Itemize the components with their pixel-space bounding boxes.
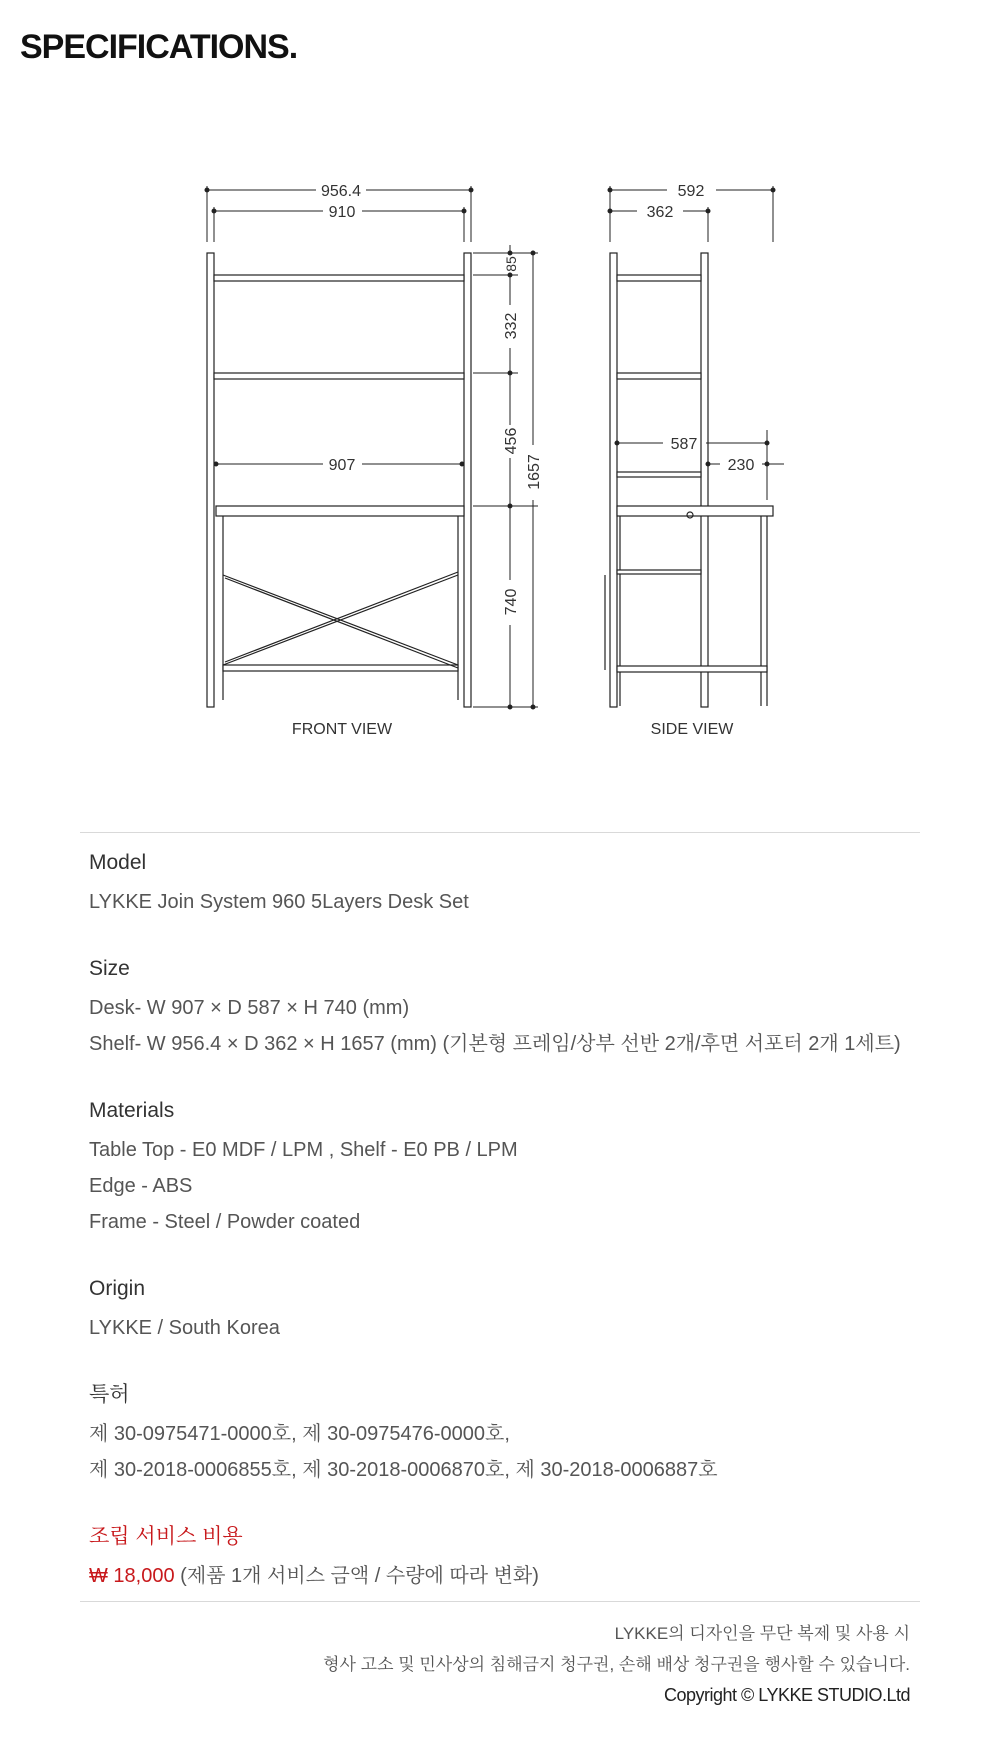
materials-edge: Edge - ABS xyxy=(89,1175,193,1197)
footer-notice-1: LYKKE의 디자인을 무단 복제 및 사용 시 xyxy=(614,1624,910,1643)
assembly-cost xyxy=(89,1558,909,1594)
dim-total-height: 1657 xyxy=(526,454,543,490)
patent-label: 특허 xyxy=(89,1383,130,1406)
size-label: Size xyxy=(89,957,130,980)
origin-section xyxy=(89,1274,909,1346)
copyright: Copyright © LYKKE STUDIO.Ltd xyxy=(663,1685,910,1705)
assembly-price: ₩ 18,000 xyxy=(89,1565,175,1587)
size-shelf: Shelf- W 956.4 × D 362 × H 1657 (mm) (기본형 프레임/상부 선반 2개/후면 서포터 2개 1세트) xyxy=(89,1033,901,1055)
divider-top xyxy=(80,832,920,833)
materials-label: Materials xyxy=(89,1099,175,1122)
patent-line-2: 제 30-2018-0006855호, 제 30-2018-0006870호, 제 30-2018-0006887호 xyxy=(89,1459,718,1481)
assembly-label: 조립 서비스 비용 xyxy=(89,1525,243,1548)
side-view-label: SIDE VIEW xyxy=(650,721,734,738)
page-title: SPECIFICATIONS. xyxy=(20,28,298,66)
size-section xyxy=(89,954,909,1062)
size-desk: Desk- W 907 × D 587 × H 740 (mm) xyxy=(89,997,410,1019)
footer xyxy=(323,1618,910,1711)
dim-offset: 230 xyxy=(727,457,755,474)
dim-top-gap: 85 xyxy=(503,256,519,272)
materials-frame: Frame - Steel / Powder coated xyxy=(89,1211,361,1233)
patent-section xyxy=(89,1380,909,1488)
footer-notice-2: 형사 고소 및 민사상의 침해금지 청구권, 손해 배상 청구권을 행사할 수 있습니다. xyxy=(323,1655,910,1674)
materials-section xyxy=(89,1096,909,1240)
model-section xyxy=(89,848,909,920)
dim-upper-height: 456 xyxy=(503,427,520,455)
materials-table-top: Table Top - E0 MDF / LPM , Shelf - E0 PB / LPM xyxy=(89,1139,518,1161)
patent-line-1: 제 30-0975471-0000호, 제 30-0975476-0000호, xyxy=(89,1423,510,1445)
divider-bottom xyxy=(80,1601,920,1602)
assembly-note: (제품 1개 서비스 금액 / 수량에 따라 변화) xyxy=(180,1565,539,1587)
model-value: LYKKE Join System 960 5Layers Desk Set xyxy=(89,891,469,913)
dim-shelf-depth: 362 xyxy=(646,204,674,221)
dim-overall-depth: 592 xyxy=(677,183,705,200)
dim-desk-height: 740 xyxy=(503,588,520,616)
dim-inner-width: 910 xyxy=(328,204,356,221)
model-label: Model xyxy=(89,851,147,874)
front-view-label: FRONT VIEW xyxy=(291,721,393,738)
origin-label: Origin xyxy=(89,1277,146,1300)
dim-desk-depth: 587 xyxy=(670,436,698,453)
dim-desk-width: 907 xyxy=(328,457,356,474)
origin-value: LYKKE / South Korea xyxy=(89,1317,280,1339)
dim-overall-width: 956.4 xyxy=(320,183,362,200)
specifications xyxy=(89,848,909,1628)
technical-drawing xyxy=(0,170,1000,750)
dim-shelf-gap: 332 xyxy=(503,312,520,340)
assembly-section xyxy=(89,1522,909,1594)
